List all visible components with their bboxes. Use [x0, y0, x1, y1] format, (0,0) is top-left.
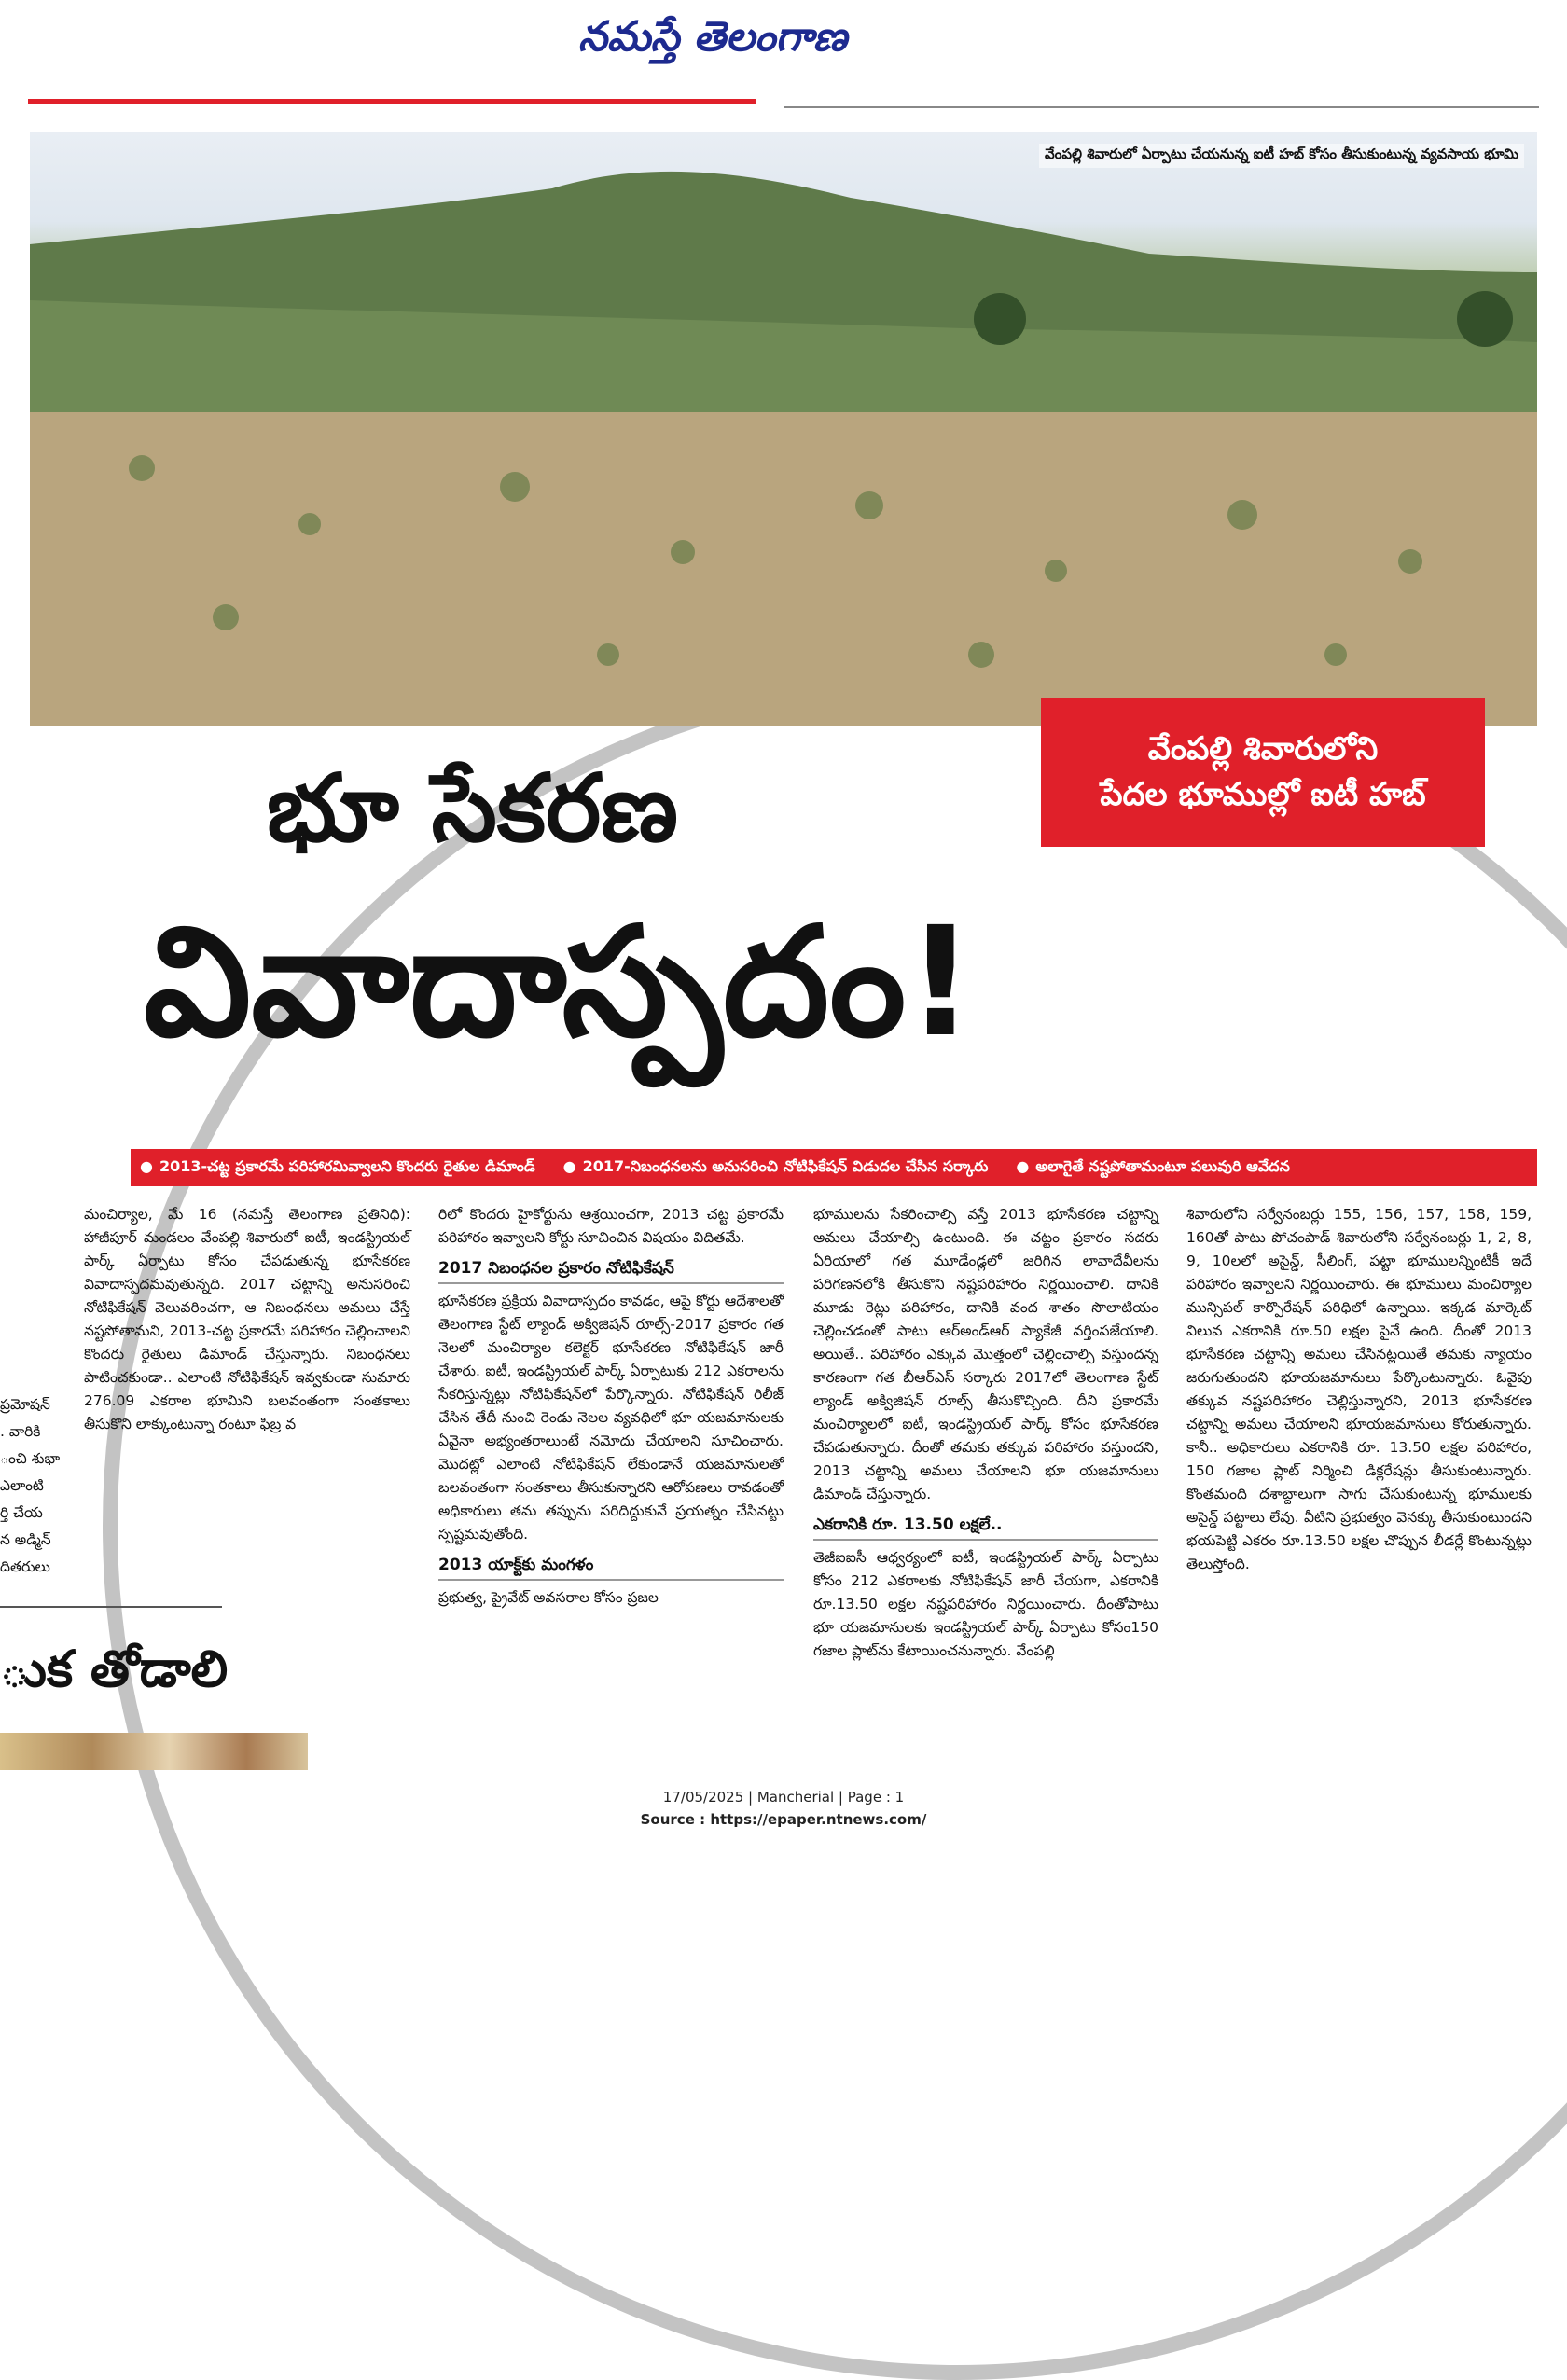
article-column-3: [813, 1203, 1158, 1667]
subheading: 2017 నిబంధనల ప్రకారం నోటిఫికేషన్: [438, 1257, 784, 1284]
fragment-divider: [0, 1606, 222, 1608]
photo-caption: వేంపల్లి శివారులో ఏర్పాటు చేయనున్న ఐటీ హబ్ కోసం తీసుకుంటున్న వ్యవసాయ భూమి: [1039, 144, 1524, 168]
key-point: ● అలాగైతే నష్టపోతామంటూ పలువురి ఆవేదన: [1016, 1157, 1289, 1179]
column-text: మంచిర్యాల, మే 16 (నమస్తే తెలంగాణ ప్రతినిధి): హాజీపూర్ మండలం వేంపల్లి శివారులో ఐటీ, ఇండస్ట్రియల్ పార్క్ ఏర్పాటు కోసం చేపడుతున్న భూసేకరణ వివాదాస్పదమవుతున్నది. 2017 చట్టాన్ని అనుసరించి నోటిఫికేషన్ వెలువరించగా, ఆ నిబంధనలు అమలు చేస్తే నష్టపోతామని, 2013-చట్ట ప్రకారమే పరిహారం చెల్లించాలని కొందరు రైతులు డిమాండ్ చేస్తున్నారు. నిబంధనలు పాటించకుండా.. ఎలాంటి నోటిఫికేషన్ ఇవ్వకుండా సుమారు 276.09 ఎకరాల భూమిని బలవంతంగా సంతకాలు తీసుకొని లాక్కుంటున్నా రంటూ ఫిబ్ర వ: [84, 1206, 410, 1432]
fragment-line: . వారికి: [0, 1423, 41, 1440]
fragment-line: ప్రమోషన్: [0, 1396, 50, 1413]
adjacent-headline: ుక తోడాలి: [0, 1640, 229, 1698]
highlight-line-1: వేంపల్లి శివారులోని: [1147, 729, 1379, 768]
page-footer-info: 17/05/2025 | Mancherial | Page : 1: [662, 1789, 905, 1806]
landscape-illustration: [30, 132, 1537, 726]
masthead-gray-rule: [784, 106, 1539, 108]
farmland-photo: [30, 132, 1537, 726]
adjacent-article-fragment: [0, 1391, 70, 1581]
column-text: ప్రభుత్వ, ప్రైవేట్ అవసరాల కోసం ప్రజల: [438, 1589, 659, 1606]
highlight-line-2: పేదల భూముల్లో ఐటీ హబ్: [1100, 776, 1426, 813]
fragment-line: ఎలాంటి: [0, 1477, 44, 1494]
column-text: శివారులోని సర్వేనంబర్లు 155, 156, 157, 158, 159, 160తో పాటు పోచంపాడ్ శివారులోని సర్వేనంబర్లు 1, 2, 8, 9, 10లలో అసైన్డ్, సీలింగ్, పట్టా భూములన్నింటికీ ఇదే పరిహారం ఇవ్వాలని నిర్ణయించారు. ఈ భూములు మంచిర్యాల మున్సిపల్ కార్పొరేషన్ పరిధిలో ఉన్నాయి. ఇక్కడ మార్కెట్ విలువ ఎకరానికి రూ.50 లక్షల పైనే ఉంది. దీంతో 2013 భూసేకరణ చట్టాన్ని అమలు చేసినట్లయితే తమకు న్యాయం జరుగుతుందని భూయజమానులు పేర్కొంటున్నారు. ఓవైపు తక్కువ నష్టపరిహారం చెల్లిస్తున్నారని, 2013 భూసేకరణ చట్టాన్ని అమలు చేయాలని భూయజమానులు కోరుతున్నారు. కానీ.. అధికారులు ఎకరానికి రూ. 13.50 లక్షల పరిహారం, 150 గజాల ప్లాట్ నిర్మించి డిక్లరేషన్లు తీసుకుంటున్నారు. కొంతమంది దశాబ్దాలుగా సాగు చేసుకుంటున్న భూములకు అసైన్డ్ పట్టాలు లేవు. వీటిని ప్రభుత్వం వెనక్కు తీసుకుంటుందని భయపెట్టి ఎకరం రూ.13.50 లక్షల చొప్పున లీడర్లే కొంటున్నట్లు తెలుస్తోంది.: [1186, 1206, 1532, 1572]
subheading: ఎకరానికి రూ. 13.50 లక్షలే..: [813, 1514, 1158, 1541]
article-column-2: [438, 1203, 784, 1613]
highlight-box: [1041, 698, 1485, 847]
fragment-line: ర్తి చేయ: [0, 1504, 43, 1521]
column-text: రిలో కొందరు హైకోర్టును ఆశ్రయించగా, 2013 చట్ట ప్రకారమే పరిహారం ఇవ్వాలని కోర్టు సూచించిన విషయం విదితమే.: [438, 1206, 784, 1246]
fragment-line: దితరులు: [0, 1558, 50, 1575]
page-footer-source: Source : https://epaper.ntnews.com/: [640, 1811, 927, 1828]
adjacent-photo-strip: [0, 1733, 308, 1770]
article-column-4: [1186, 1203, 1532, 1580]
article-column-1: [84, 1203, 410, 1440]
masthead-red-rule: [28, 99, 756, 104]
subheading: 2013 యాక్ట్‌కు మంగళం: [438, 1554, 784, 1581]
headline-line-2: వివాదాస్పదం!: [144, 895, 976, 1071]
column-text: తెజీఐఐసీ ఆధ్వర్యంలో ఐటీ, ఇండస్ట్రియల్ పార్క్ ఏర్పాటు కోసం 212 ఎకరాలకు నోటిఫికేషన్ జారీ చేయగా, ఎకరానికి రూ.13.50 లక్షల నష్టపరిహారం నిర్ణయించారు. దీంతోపాటు భూ యజమానులకు ఇండస్ట్రియల్ పార్క్ ఏర్పాటు కోసం150 గజాల ప్లాట్‌ను కేటాయించనున్నారు. వేంపల్లి: [813, 1549, 1158, 1659]
column-text: భూసేకరణ ప్రక్రియ వివాదాస్పదం కావడం, ఆపై కోర్టు ఆదేశాలతో తెలంగాణ స్టేట్ ల్యాండ్ అక్విజిషన్ రూల్స్-2017 ప్రకారం గత నెలలో మంచిర్యాల కలెక్టర్ భూసేకరణ నోటిఫికేషన్ జారీ చేశారు. ఐటీ, ఇండస్ట్రియల్ పార్క్ ఏర్పాటుకు 212 ఎకరాలను సేకరిస్తున్నట్లు నోటిఫికేషన్‌లో పేర్కొన్నారు. నోటిఫికేషన్ రిలీజ్ చేసిన తేదీ నుంచి రెండు నెలల వ్యవధిలో భూ యజమానులకు ఏవైనా అభ్యంతరాలుంటే నమోదు చేయాలని సూచించారు. మొదట్లో ఎలాంటి నోటిఫికేషన్ లేకుండానే యజమానులతో బలవంతంగా సంతకాలు తీసుకున్నారని ఆరోపణలు రావడంతో అధికారులు తమ తప్పును సరిదిద్దుకునే ప్రయత్నం చేసినట్టు స్పష్టమవుతోంది.: [438, 1293, 784, 1543]
key-point: ● 2017-నిబంధనలను అనుసరించి నోటిఫికేషన్ విడుదల చేసిన సర్కారు: [563, 1157, 989, 1179]
masthead-title: నమస్తే తెలంగాణ: [578, 13, 848, 61]
fragment-line: ంచి శుభా: [0, 1450, 61, 1467]
column-text: భూములను సేకరించాల్సి వస్తే 2013 భూసేకరణ చట్టాన్ని అమలు చేయాల్సి ఉంటుంది. ఈ చట్టం ప్రకారం సదరు ఏరియాలో గత మూడేండ్లలో జరిగిన లావాదేవీలను పరిగణనలోకి తీసుకొని నష్టపరిహారం నిర్ణయించాలి. దానికి మూడు రెట్లు పరిహారం, దానికి వంద శాతం సొలాటియం చెల్లించడంతో పాటు ఆర్అండ్ఆర్ ప్యాకేజీ వర్తింపజేయాలి. అయితే.. పరిహారం ఎక్కువ మొత్తంలో చెల్లించాల్సి వస్తుందన్న కారణంగా గత బీఆర్ఎస్ సర్కారు 2017లో తెలంగాణ స్టేట్ ల్యాండ్ అక్విజిషన్ రూల్స్ తీసుకొచ్చింది. దీని ప్రకారమే మంచిర్యాలలో ఐటీ, ఇండస్ట్రియల్ పార్క్ కోసం భూసేకరణ చేపడుతున్నారు. దీంతో తమకు తక్కువ పరిహారం వస్తుందని, 2013 చట్టాన్ని అమలు చేయాలని భూ యజమానులు డిమాండ్ చేస్తున్నారు.: [813, 1206, 1158, 1502]
key-points-band: [131, 1149, 1537, 1186]
headline-line-1: భూ సేకరణ: [267, 754, 678, 863]
key-point: ● 2013-చట్ట ప్రకారమే పరిహారమివ్వాలని కొందరు రైతుల డిమాండ్: [140, 1157, 535, 1179]
fragment-line: న అడ్మిన్: [0, 1531, 51, 1548]
